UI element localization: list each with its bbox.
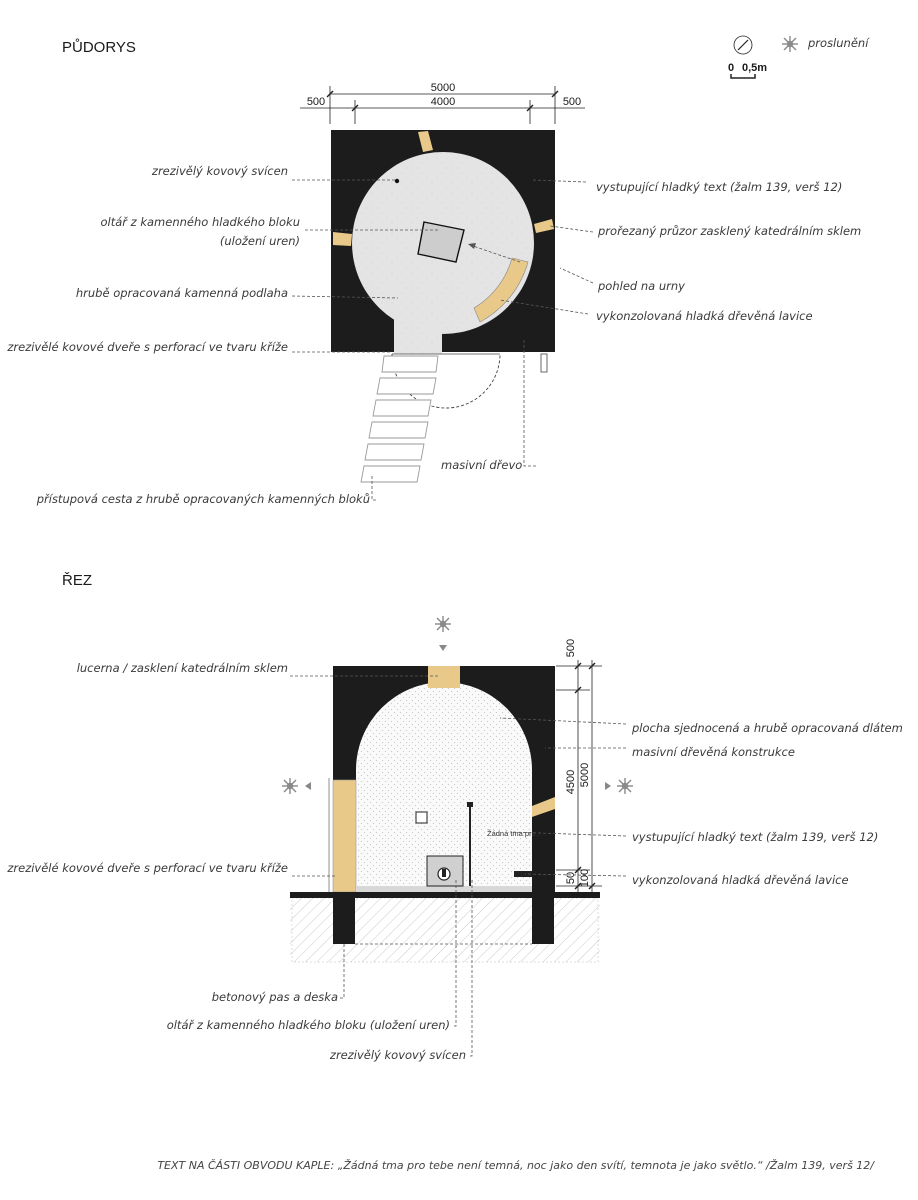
plan-label-altar: oltář z kamenného hladkého bloku (100, 215, 300, 229)
sun-icon (617, 778, 633, 794)
dim-500: 500 (565, 638, 577, 658)
section-label-bench: vykonzolovaná hladká dřevěná lavice (632, 873, 849, 887)
section-view (290, 666, 600, 962)
plan-label-door: zrezivělé kovové dveře s perforací ve tvaru kříže (7, 340, 288, 354)
plan-label-view: pohled na urny (598, 279, 685, 293)
section-label-altar: oltář z kamenného hladkého bloku (uložení uren) (166, 1018, 450, 1032)
plan-dimensions (300, 82, 585, 124)
plan-label-text: vystupující hladký text (žalm 139, verš 12) (596, 180, 843, 194)
sun-icon (782, 36, 798, 52)
sun-label: proslunění (808, 36, 869, 50)
section-floor-slab (290, 892, 600, 898)
dim-right: 500 (562, 96, 582, 108)
plan-label-wood: masivní dřevo (441, 458, 523, 472)
plan-title: PŮDORYS (62, 39, 136, 56)
dim-4500: 4500 (565, 769, 577, 795)
plan-label-bench: vykonzolovaná hladká dřevěná lavice (596, 309, 813, 323)
scale-legend (728, 36, 767, 78)
section-label-text: vystupující hladký text (žalm 139, verš 12) (632, 830, 879, 844)
dim-left: 500 (306, 96, 326, 108)
sun-legend (782, 36, 870, 52)
section-dimensions (556, 639, 602, 892)
section-footing-left (333, 898, 355, 944)
plan-label-path: přístupová cesta z hrubě opracovaných kamenných bloků (36, 492, 370, 506)
plan-altar (418, 222, 464, 262)
dim-50: 50 (565, 871, 577, 885)
sun-icon (282, 778, 298, 794)
plan-label-floor: hrubě opracovaná kamenná podlaha (75, 286, 288, 300)
section-lantern (428, 666, 460, 688)
plan-slit-left (333, 232, 352, 246)
dim-total: 5000 (430, 82, 456, 94)
plan-path-stones (361, 356, 438, 482)
psalm-caption: TEXT NA ČÁSTI OBVODU KAPLE: „Žádná tma pro tebe není temná, noc jako den svítí, temnota je jako světlo.“ /Žalm 139, verš 12/ (157, 1159, 874, 1172)
dim-inner: 4000 (430, 96, 456, 108)
plan-candle (395, 179, 399, 183)
section-door (333, 780, 356, 892)
section-label-candle: zrezivělý kovový svícen (329, 1048, 466, 1062)
plan-label-candle: zrezivělý kovový svícen (151, 164, 288, 178)
section-footing-right (532, 898, 554, 944)
section-label-foundation: betonový pas a deska (211, 990, 338, 1004)
scale-zero: 0 (728, 62, 735, 74)
section-wall-text: Žádná tma pro... (487, 829, 543, 838)
plan-label-slit: prořezaný průzor zasklený katedrálním sklem (598, 224, 862, 238)
plan-label-urns: (uložení uren) (219, 234, 300, 248)
plan-view (331, 130, 555, 482)
scale-half-meter: 0,5m (742, 62, 768, 74)
section-label-surface: plocha sjednocená a hrubě opracovaná dlátem (632, 721, 903, 735)
section-title: ŘEZ (62, 572, 92, 589)
dim-5000: 5000 (579, 762, 591, 788)
section-label-door: zrezivělé kovové dveře s perforací ve tvaru kříže (7, 861, 288, 875)
dim-100: 100 (579, 868, 591, 888)
sun-icon (435, 616, 451, 632)
section-label-structure: masivní dřevěná konstrukce (632, 745, 795, 759)
section-label-lantern: lucerna / zasklení katedrálním sklem (76, 661, 288, 675)
